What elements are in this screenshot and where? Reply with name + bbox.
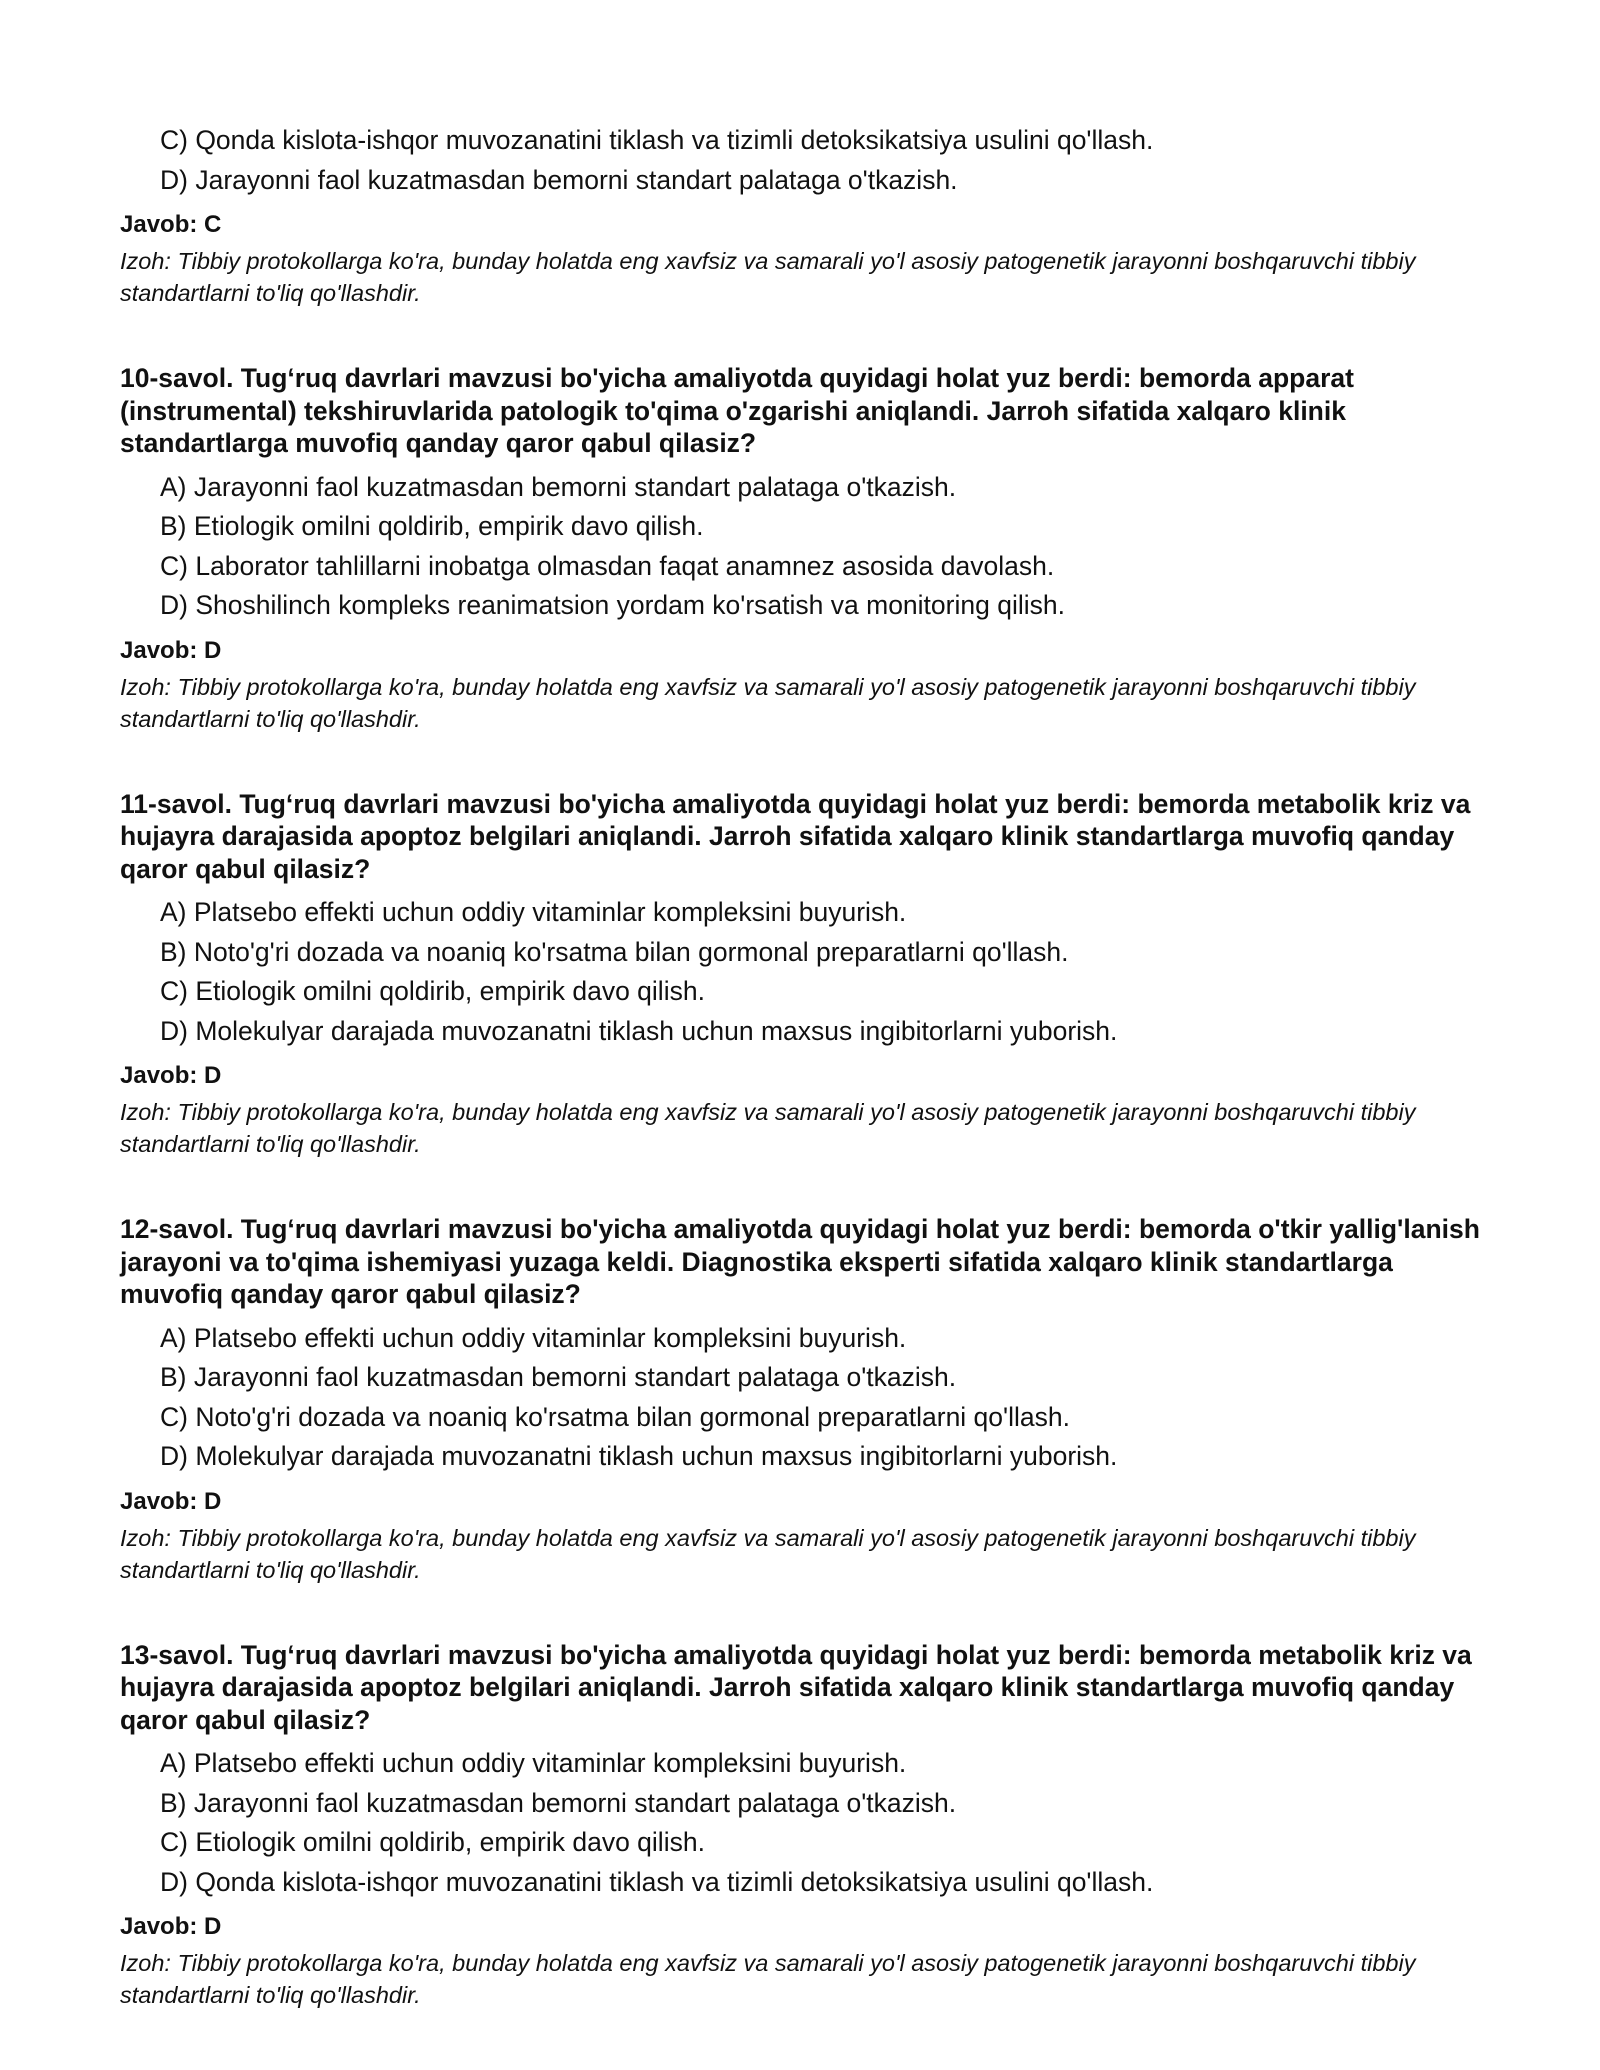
option-d: D) Jarayonni faol kuzatmasdan bemorni standart palataga o'tkazish. xyxy=(160,164,958,195)
explanation-note: Izoh: Tibbiy protokollarga ko'ra, bunday holatda eng xavfsiz va samarali yo'l asosiy patogenetik jarayonni boshqaruvchi tibbiy standartlarni to'liq qo'llashdir. xyxy=(120,673,1416,732)
option-a: A) Platsebo effekti uchun oddiy vitaminlar kompleksini buyurish. xyxy=(160,1748,907,1778)
question-text: 10-savol. Tug‘ruq davrlari mavzusi bo'yicha amaliyotda quyidagi holat yuz berdi: bemorda apparat (instrumental) tekshiruvlarida patologik to'qima o'zgarishi aniqlandi. Jarroh sifatida xalqaro klinik standartlarga muvofiq qanday qaror qabul qilasiz? xyxy=(120,363,1354,458)
option-c: C) Laborator tahlillarni inobatga olmasdan faqat anamnez asosida davolash. xyxy=(160,550,1055,581)
question-13 xyxy=(120,1639,1490,2012)
option-c: C) Etiologik omilni qoldirib, empirik davo qilish. xyxy=(160,1827,705,1857)
option-d: D) Shoshilinch kompleks reanimatsion yordam ko'rsatish va monitoring qilish. xyxy=(160,590,1065,620)
option-a: A) Jarayonni faol kuzatmasdan bemorni standart palataga o'tkazish. xyxy=(160,471,957,502)
question-12 xyxy=(120,1213,1490,1586)
answer-options xyxy=(120,893,1490,1051)
option-d: D) Qonda kislota-ishqor muvozanatini tiklash va tizimli detoksikatsiya usulini qo'llash. xyxy=(160,1866,1154,1897)
explanation-note: Izoh: Tibbiy protokollarga ko'ra, bunday holatda eng xavfsiz va samarali yo'l asosiy patogenetik jarayonni boshqaruvchi tibbiy standartlarni to'liq qo'llashdir. xyxy=(120,1099,1416,1157)
question-text: 12-savol. Tug‘ruq davrlari mavzusi bo'yicha amaliyotda quyidagi holat yuz berdi: bemorda o'tkir yallig'lanish jarayoni va to'qima ishemiyasi yuzaga keldi. Diagnostika eksperti sifatida xalqaro klinik standartlarga muvofiq qanday qaror qabul qilasiz? xyxy=(120,1214,1480,1309)
explanation-note: Izoh: Tibbiy protokollarga ko'ra, bunday holatda eng xavfsiz va samarali yo'l asosiy patogenetik jarayonni boshqaruvchi tibbiy standartlarni to'liq qo'llashdir. xyxy=(120,1950,1416,2008)
answer-options xyxy=(120,1319,1490,1477)
explanation-note: Izoh: Tibbiy protokollarga ko'ra, bunday holatda eng xavfsiz va samarali yo'l asosiy patogenetik jarayonni boshqaruvchi tibbiy standartlarni to'liq qo'llashdir. xyxy=(120,248,1416,306)
answer-options xyxy=(120,121,1490,200)
option-a: A) Platsebo effekti uchun oddiy vitaminlar kompleksini buyurish. xyxy=(160,897,907,927)
option-c: C) Noto'g'ri dozada va noaniq ko'rsatma bilan gormonal preparatlarni qo'llash. xyxy=(160,1401,1070,1432)
question-10 xyxy=(120,362,1490,735)
option-c: C) Qonda kislota-ishqor muvozanatini tiklash va tizimli detoksikatsiya usulini qo'llash. xyxy=(160,125,1154,155)
answer-options xyxy=(120,1744,1490,1902)
answer-key: Javob: C xyxy=(120,211,222,238)
answer-options xyxy=(120,468,1490,626)
answer-key: Javob: D xyxy=(120,1913,222,1940)
answer-key: Javob: D xyxy=(120,1487,222,1515)
question-9-tail xyxy=(120,121,1490,309)
option-d: D) Molekulyar darajada muvozanatni tiklash uchun maxsus ingibitorlarni yuborish. xyxy=(160,1015,1118,1046)
option-b: B) Jarayonni faol kuzatmasdan bemorni standart palataga o'tkazish. xyxy=(160,1787,957,1818)
question-11 xyxy=(120,788,1490,1161)
answer-key: Javob: D xyxy=(120,1062,222,1089)
question-text: 13-savol. Tug‘ruq davrlari mavzusi bo'yicha amaliyotda quyidagi holat yuz berdi: bemorda metabolik kriz va hujayra darajasida apoptoz belgilari aniqlandi. Jarroh sifatida xalqaro klinik standartlarga muvofiq qanday qaror qabul qilasiz? xyxy=(120,1639,1472,1735)
option-c: C) Etiologik omilni qoldirib, empirik davo qilish. xyxy=(160,976,705,1006)
option-b: B) Noto'g'ri dozada va noaniq ko'rsatma bilan gormonal preparatlarni qo'llash. xyxy=(160,936,1069,967)
answer-key: Javob: D xyxy=(120,636,222,664)
option-b: B) Jarayonni faol kuzatmasdan bemorni standart palataga o'tkazish. xyxy=(160,1362,957,1392)
explanation-note: Izoh: Tibbiy protokollarga ko'ra, bunday holatda eng xavfsiz va samarali yo'l asosiy patogenetik jarayonni boshqaruvchi tibbiy standartlarni to'liq qo'llashdir. xyxy=(120,1524,1416,1583)
option-a: A) Platsebo effekti uchun oddiy vitaminlar kompleksini buyurish. xyxy=(160,1322,907,1353)
option-d: D) Molekulyar darajada muvozanatni tiklash uchun maxsus ingibitorlarni yuborish. xyxy=(160,1441,1118,1471)
option-b: B) Etiologik omilni qoldirib, empirik davo qilish. xyxy=(160,511,704,541)
question-text: 11-savol. Tug‘ruq davrlari mavzusi bo'yicha amaliyotda quyidagi holat yuz berdi: bemorda metabolik kriz va hujayra darajasida apoptoz belgilari aniqlandi. Jarroh sifatida xalqaro klinik standartlarga muvofiq qanday qaror qabul qilasiz? xyxy=(120,788,1471,884)
